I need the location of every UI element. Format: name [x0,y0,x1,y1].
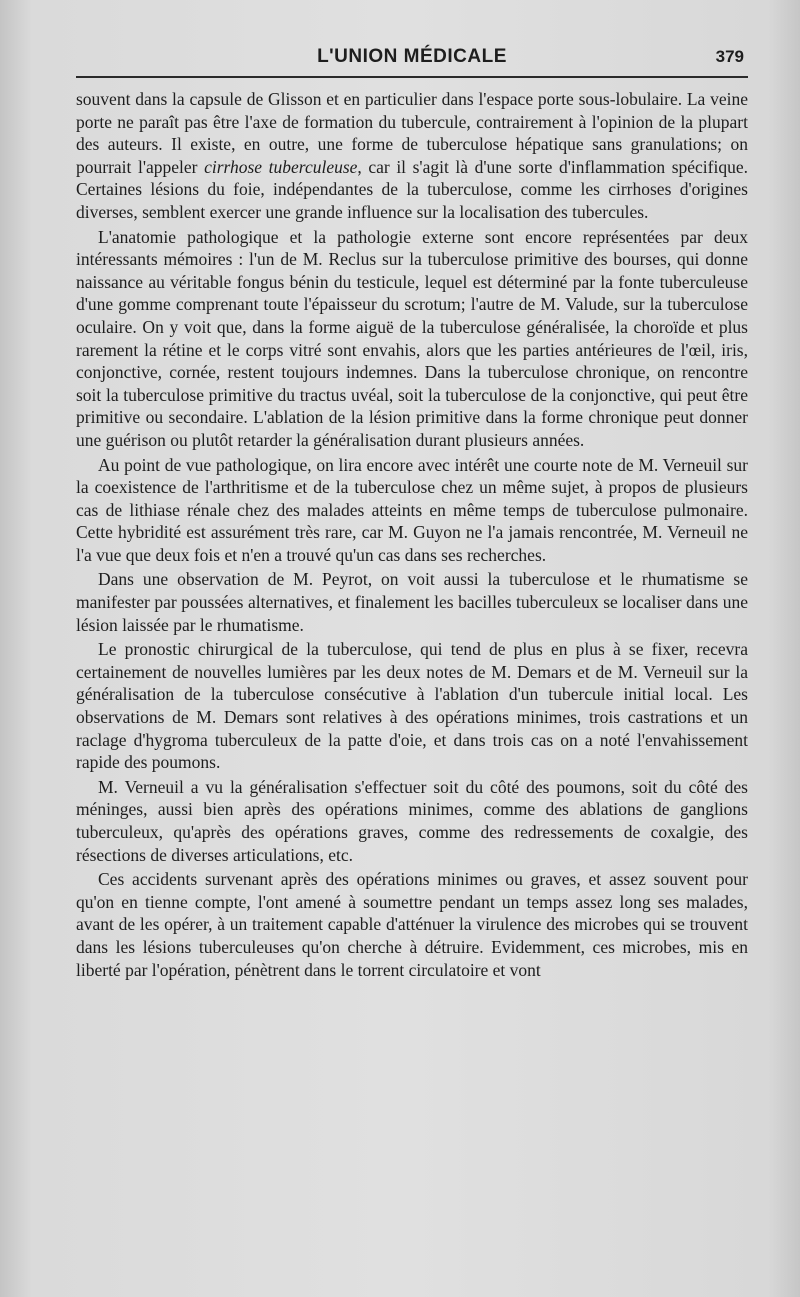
body-text [76,88,748,983]
paragraph-1-italic-term: cirrhose tuberculeuse [204,156,358,177]
paragraph-1-text-a: souvent dans la capsule de Glisson et en particulier dans l'espace porte sous-lobulaire. La veine porte ne paraît pas être l'axe de formation du tubercule, contrairement à l'opinion de la plupart des auteurs. Il existe, en outre, une forme de tuberculose hépatique sans granulations; on pourrait l'appeler [76,89,748,177]
paragraph-5: Le pronostic chirurgical de la tuberculose, qui tend de plus en plus à se fixer, recevra certainement de nouvelles lumières par les deux notes de M. Demars et de M. Verneuil sur la généralisation de la tuberculose consécutive à l'ablation d'un tubercule initial local. Les observations de M. Demars sont relatives à des opérations minimes, trois castrations et un raclage d'hygroma tuberculeux de la patte d'oie, et dans trois cas on a noté l'envahissement rapide des poumons. [76,639,748,773]
paragraph-7: Ces accidents survenant après des opérations minimes ou graves, et assez souvent pour qu'on en tienne compte, l'ont amené à soumettre pendant un temps assez long ses malades, avant de les opérer, à un traitement capable d'atténuer la virulence des microbes qui se trouvent dans les lésions tuberculeuses qu'on cherche à détruire. Evidemment, ces microbes, mis en liberté par l'opération, pénètrent dans le torrent circulatoire et vont [76,869,748,980]
paragraph-2: L'anatomie pathologique et la pathologie externe sont encore représentées par deux intéressants mémoires : l'un de M. Reclus sur la tuberculose primitive des bourses, qui donne naissance au véritable fongus bénin du testicule, lequel est déterminé par la fonte tuberculeuse d'une gomme comprenant toute l'épaisseur du scrotum; l'autre de M. Valude, sur la tuberculose oculaire. On y voit que, dans la forme aiguë de la tuberculose généralisée, la choroïde et plus rarement la rétine et le corps vitré sont envahis, alors que les parties antérieures de l'œil, iris, conjonctive, cornée, restent toujours indemnes. Dans la tuberculose chronique, on rencontre soit la tuberculose primitive du tractus uvéal, soit la tuberculose de la conjonctive, qui peut être primitive ou secondaire. L'ablation de la lésion primitive dans la forme chronique peut donner une guérison ou plutôt retarder la généralisation durant plusieurs années. [76,226,748,450]
paragraph-1-text-b: , car il s'agit là d'une sorte d'inflammation spécifique. Certaines lésions du foie, indépendantes de la tuberculose, comme les cirrhoses d'origines diverses, semblent exercer une grande influence sur la localisation des tubercules. [76,156,748,222]
header-rule [76,76,748,78]
paragraph-6: M. Verneuil a vu la généralisation s'effectuer soit du côté des poumons, soit du côté des méninges, aussi bien après des opérations minimes, comme des ablations de ganglions tuberculeux, qu'après des opérations graves, comme des redressements de coxalgie, des résections de diverses articulations, etc. [76,776,748,865]
journal-title: L'UNION MÉDICALE [317,46,507,67]
page-number: 379 [715,47,744,66]
paragraph-4: Dans une observation de M. Peyrot, on voit aussi la tuberculose et le rhumatisme se manifester par poussées alternatives, et finalement les bacilles tuberculeux se localiser dans une lésion laissée par le rhumatisme. [76,569,748,635]
paragraph-1 [76,88,748,224]
paragraph-3: Au point de vue pathologique, on lira encore avec intérêt une courte note de M. Verneuil sur la coexistence de l'arthritisme et de la tuberculose chez un même sujet, à propos de plusieurs cas de lithiase rénale chez des malades atteints en même temps de tuberculose pulmonaire. Cette hybridité est assurément très rare, car M. Guyon ne l'a jamais rencontrée, M. Verneuil ne l'a vue que deux fois et n'en a trouvé qu'un cas dans ses recherches. [76,454,748,565]
running-header [76,42,748,72]
